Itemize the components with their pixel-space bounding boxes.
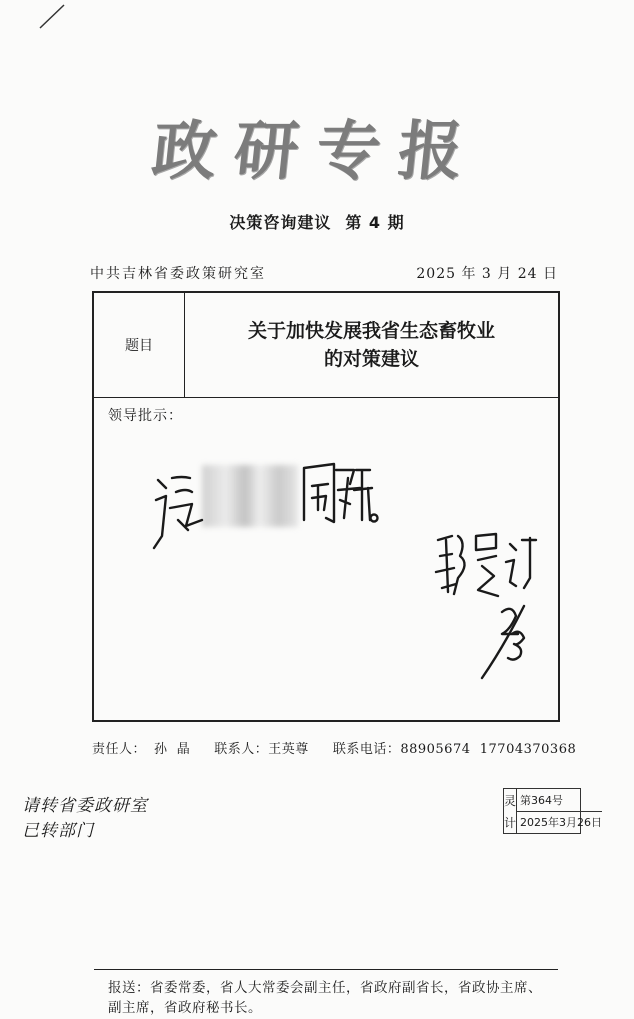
stamp-fields xyxy=(517,789,602,833)
stamp-label xyxy=(504,789,517,833)
report-title-line-2: 的对策建议 xyxy=(323,348,419,370)
handwritten-margin-note xyxy=(22,794,148,844)
issuer: 中共吉林省委政策研究室 xyxy=(90,266,266,282)
contact-label: 联系人： xyxy=(214,742,269,757)
issue-date: 2025 年 3 月 24 日 xyxy=(416,266,558,282)
stamp-char-2: 计 xyxy=(504,815,517,830)
margin-note-line-1: 请转省委政研室 xyxy=(22,796,148,816)
title-label: 题目 xyxy=(94,293,185,397)
phone-label: 联系电话： xyxy=(332,742,401,757)
series-name: 决策咨询建议 xyxy=(229,213,332,232)
cc-list: 报送：省委常委，省人大常委会副主任，省政府副省长，省政协主席、副主席，省政府秘书长。 xyxy=(108,980,542,1016)
instruction-label: 领导批示： xyxy=(108,408,183,424)
responsible-label: 责任人： xyxy=(92,742,147,757)
contact-person: 王英尊 xyxy=(268,742,309,757)
cc-row xyxy=(94,969,558,1019)
margin-note-line-2: 已转部门 xyxy=(22,821,94,841)
masthead-title: 政研专报 xyxy=(148,114,485,189)
stamp-number: 第364号 xyxy=(520,793,564,807)
stamp-char-1: 灵 xyxy=(504,793,517,808)
report-title-line-1: 关于加快发展我省生态畜牧业 xyxy=(247,320,495,342)
issue-number: 第 4 期 xyxy=(345,213,405,232)
contact-footer xyxy=(92,738,584,757)
receipt-stamp xyxy=(503,788,603,834)
phone-numbers: 88905674 17704370368 xyxy=(400,742,577,757)
responsible-person: 孙 晶 xyxy=(154,742,191,757)
stamp-date: 2025年3月26日 xyxy=(517,811,602,834)
